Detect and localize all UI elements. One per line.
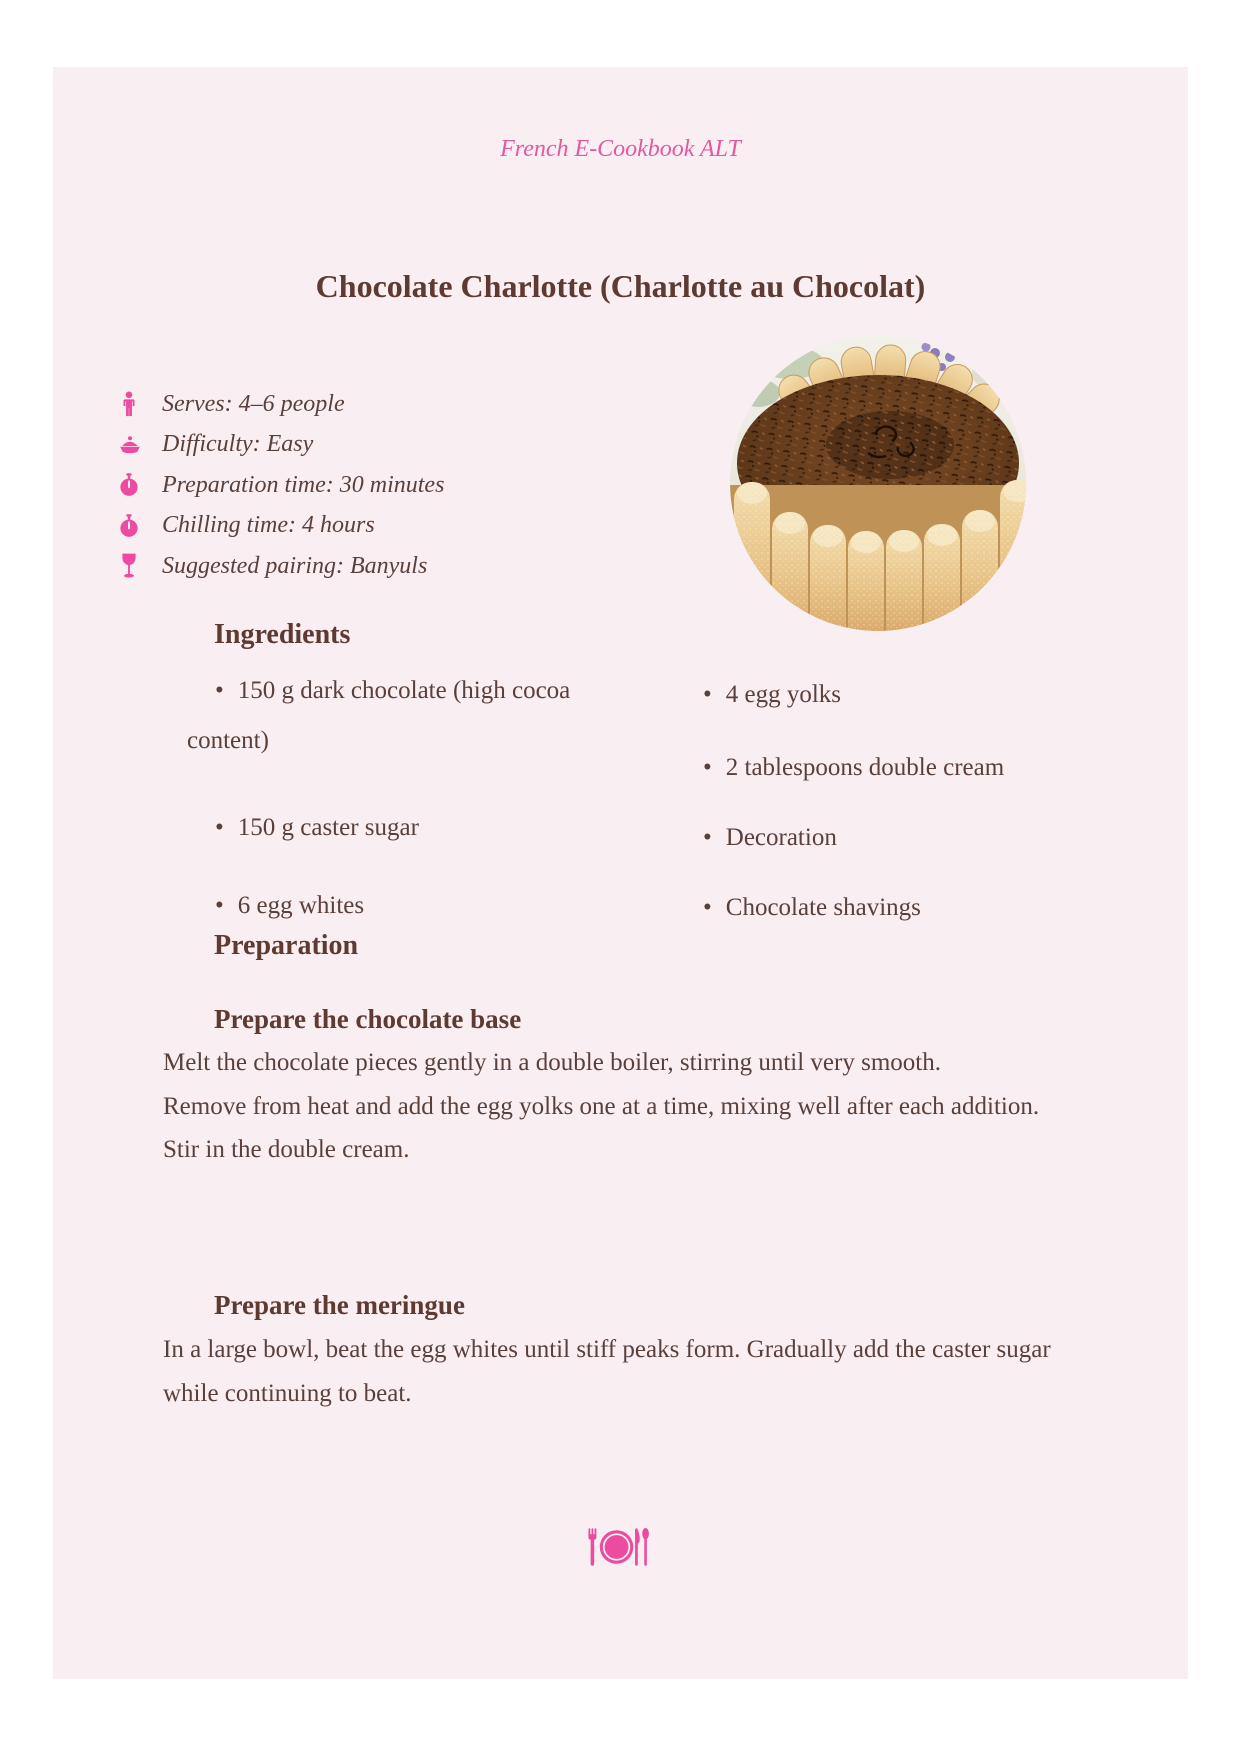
- ingredient-text: 6 egg whites: [237, 892, 365, 919]
- meta-item-prep-time: [118, 465, 638, 506]
- place-setting-icon: [587, 1527, 650, 1567]
- ingredient-text: 150 g dark chocolate (high cocoa content): [187, 677, 571, 754]
- ingredient-item: [187, 803, 587, 853]
- step-heading-chocolate-base: Prepare the chocolate base: [214, 1004, 522, 1034]
- ingredient-text: 150 g caster sugar: [237, 814, 419, 841]
- step-paragraph: In a large bowl, beat the egg whites until stiff peaks form. Gradually add the caster sugar while continuing to beat.: [163, 1336, 1051, 1407]
- ingredient-item: [675, 883, 1135, 933]
- cookbook-brand: French E-Cookbook ALT: [500, 136, 741, 162]
- ingredient-item: [675, 743, 1135, 793]
- meta-label: Difficulty: Easy: [162, 431, 314, 458]
- bullet-icon: •: [703, 681, 712, 708]
- bullet-icon: •: [703, 894, 712, 921]
- spoon-icon: [642, 1528, 649, 1566]
- step-text-meringue: [163, 1328, 1098, 1415]
- ingredient-text: 2 tablespoons double cream: [725, 754, 1005, 781]
- ingredient-item: [187, 881, 587, 931]
- meta-item-pairing: [118, 546, 638, 587]
- meta-label: Chilling time: 4 hours: [162, 512, 375, 539]
- preparation-heading: Preparation: [214, 930, 359, 961]
- bullet-icon: •: [215, 677, 224, 704]
- recipe-title: Chocolate Charlotte (Charlotte au Chocolat): [315, 268, 926, 304]
- cloche-icon: [118, 431, 144, 459]
- fork-icon: [588, 1528, 596, 1565]
- step-heading-meringue: Prepare the meringue: [214, 1290, 465, 1320]
- step-paragraph: Stir in the double cream.: [163, 1136, 410, 1163]
- ingredient-text: Decoration: [725, 824, 837, 851]
- step-paragraph: Remove from heat and add the egg yolks one at a time, mixing well after each addition.: [163, 1092, 1040, 1120]
- meta-item-chill-time: [118, 506, 638, 547]
- recipe-photo: [730, 335, 1026, 631]
- plate-icon: [600, 1530, 633, 1563]
- knife-icon: [635, 1528, 640, 1565]
- stopwatch-icon: [118, 471, 144, 499]
- page-card: [53, 67, 1188, 1679]
- step-text-chocolate-base: [163, 1041, 1098, 1172]
- ingredients-heading: Ingredients: [214, 619, 351, 650]
- bullet-icon: •: [215, 892, 224, 919]
- wine-glass-icon: [118, 552, 144, 580]
- meta-label: Preparation time: 30 minutes: [162, 471, 445, 498]
- step-paragraph: Melt the chocolate pieces gently in a double boiler, stirring until very smooth.: [163, 1049, 941, 1076]
- person-icon: [118, 390, 144, 418]
- meta-item-serves: [118, 384, 638, 425]
- ingredient-text: Chocolate shavings: [725, 894, 921, 921]
- ingredient-item: [675, 670, 1135, 720]
- stopwatch-icon: [118, 512, 144, 540]
- ingredient-text: 4 egg yolks: [725, 681, 842, 708]
- recipe-meta-list: [118, 384, 638, 587]
- ingredient-item: [187, 666, 587, 766]
- bullet-icon: •: [703, 824, 712, 851]
- meta-item-difficulty: [118, 425, 638, 466]
- ingredient-item: [675, 813, 1135, 863]
- bullet-icon: •: [215, 814, 224, 841]
- bullet-icon: •: [703, 754, 712, 781]
- meta-label: Suggested pairing: Banyuls: [162, 552, 428, 579]
- meta-label: Serves: 4–6 people: [162, 390, 345, 417]
